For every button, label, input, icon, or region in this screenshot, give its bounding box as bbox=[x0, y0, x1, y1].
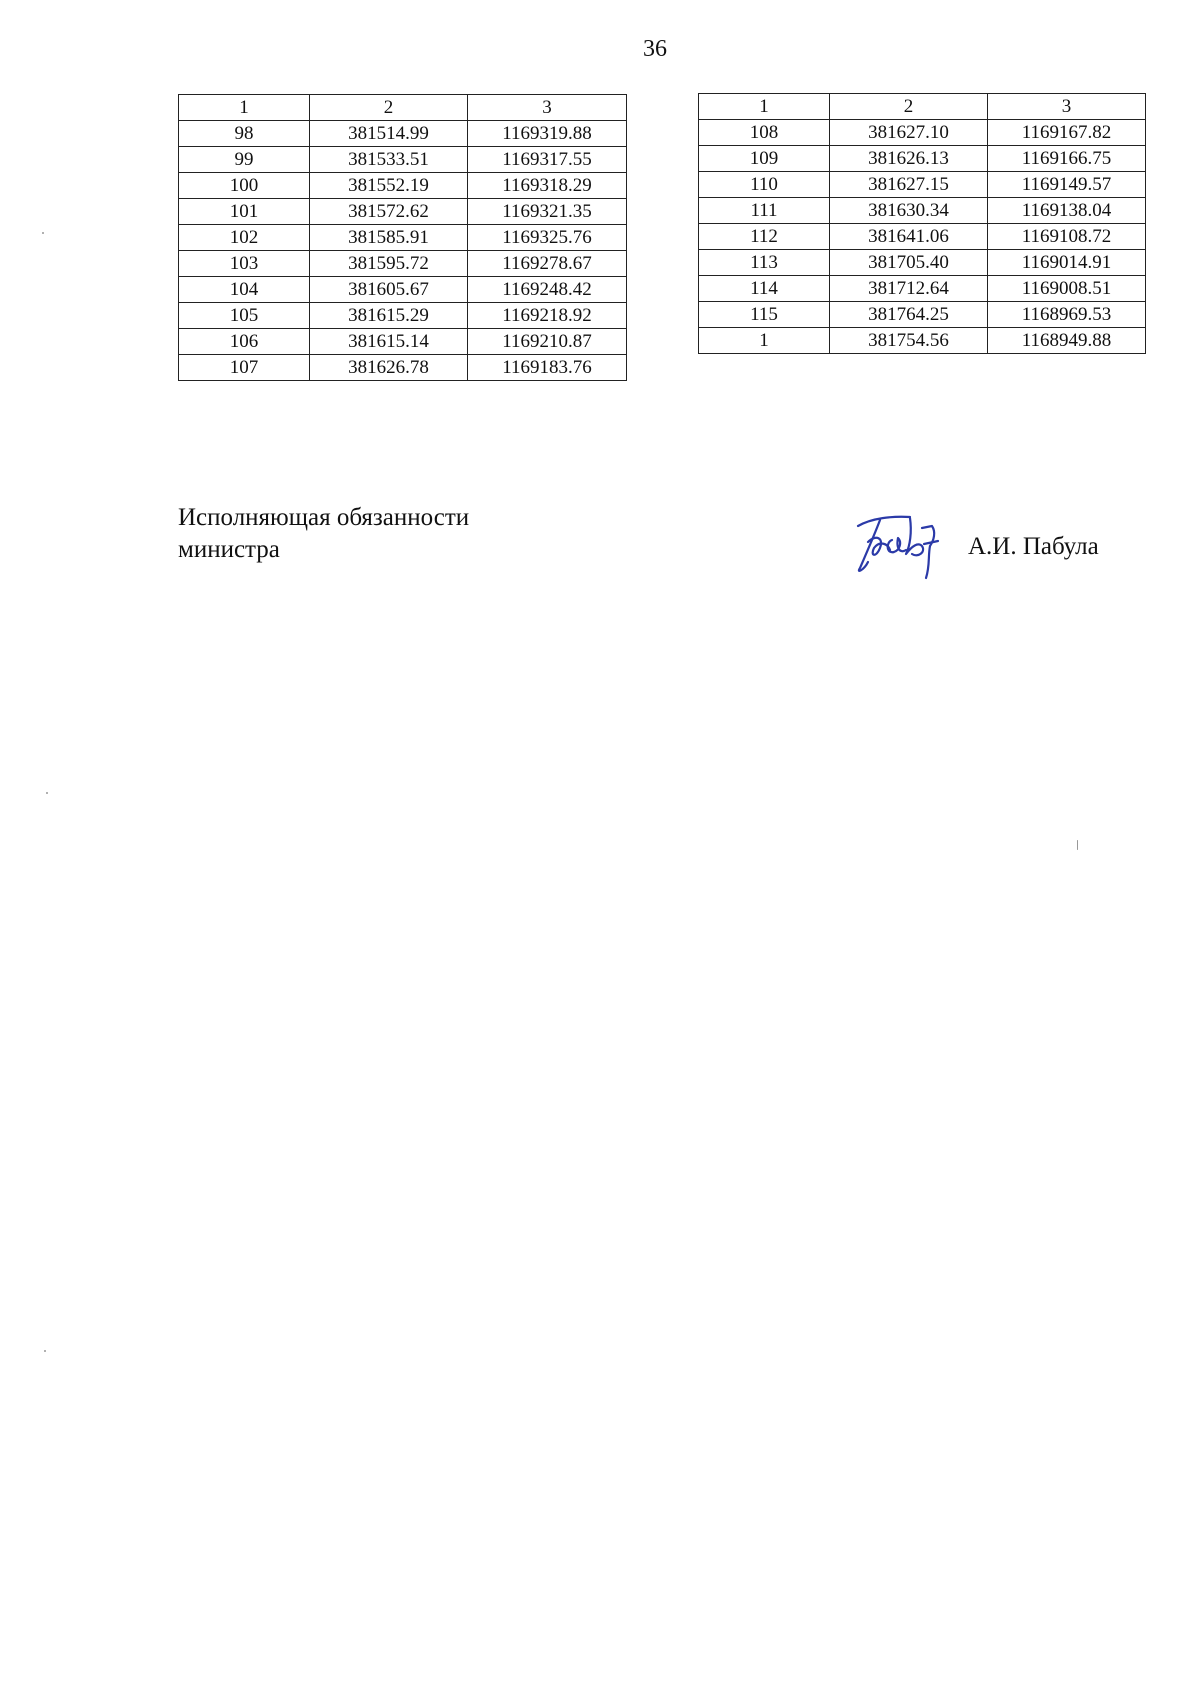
table-row bbox=[699, 172, 1146, 198]
table-row bbox=[699, 198, 1146, 224]
point-number-cell: 100 bbox=[179, 173, 310, 199]
x-coordinate-cell: 381627.10 bbox=[830, 120, 988, 146]
x-coordinate-cell: 381615.29 bbox=[310, 303, 468, 329]
point-number-cell: 104 bbox=[179, 277, 310, 303]
table-row bbox=[699, 328, 1146, 354]
x-coordinate-cell: 381627.15 bbox=[830, 172, 988, 198]
point-number-cell: 102 bbox=[179, 225, 310, 251]
page-number: 36 bbox=[643, 36, 667, 62]
y-coordinate-cell: 1169210.87 bbox=[468, 329, 627, 355]
x-coordinate-cell: 381552.19 bbox=[310, 173, 468, 199]
table-row bbox=[179, 303, 627, 329]
point-number-cell: 1 bbox=[699, 328, 830, 354]
x-coordinate-cell: 381754.56 bbox=[830, 328, 988, 354]
table-header-cell: 3 bbox=[468, 95, 627, 121]
y-coordinate-cell: 1169183.76 bbox=[468, 355, 627, 381]
table-row bbox=[179, 225, 627, 251]
x-coordinate-cell: 381533.51 bbox=[310, 147, 468, 173]
table-header-cell: 3 bbox=[988, 94, 1146, 120]
y-coordinate-cell: 1169149.57 bbox=[988, 172, 1146, 198]
point-number-cell: 113 bbox=[699, 250, 830, 276]
table-row bbox=[699, 224, 1146, 250]
x-coordinate-cell: 381641.06 bbox=[830, 224, 988, 250]
x-coordinate-cell: 381514.99 bbox=[310, 121, 468, 147]
table-row bbox=[179, 355, 627, 381]
table-row bbox=[699, 276, 1146, 302]
y-coordinate-cell: 1169108.72 bbox=[988, 224, 1146, 250]
scan-speck bbox=[44, 1350, 46, 1352]
x-coordinate-cell: 381630.34 bbox=[830, 198, 988, 224]
point-number-cell: 103 bbox=[179, 251, 310, 277]
point-number-cell: 110 bbox=[699, 172, 830, 198]
table-row bbox=[699, 250, 1146, 276]
y-coordinate-cell: 1169166.75 bbox=[988, 146, 1146, 172]
point-number-cell: 107 bbox=[179, 355, 310, 381]
y-coordinate-cell: 1169318.29 bbox=[468, 173, 627, 199]
scan-speck bbox=[46, 792, 48, 794]
y-coordinate-cell: 1169325.76 bbox=[468, 225, 627, 251]
y-coordinate-cell: 1169319.88 bbox=[468, 121, 627, 147]
point-number-cell: 99 bbox=[179, 147, 310, 173]
point-number-cell: 106 bbox=[179, 329, 310, 355]
x-coordinate-cell: 381572.62 bbox=[310, 199, 468, 225]
point-number-cell: 114 bbox=[699, 276, 830, 302]
point-number-cell: 108 bbox=[699, 120, 830, 146]
signer-name: А.И. Пабула bbox=[968, 533, 1099, 560]
table-header-cell: 2 bbox=[830, 94, 988, 120]
signer-position bbox=[178, 502, 469, 566]
y-coordinate-cell: 1169167.82 bbox=[988, 120, 1146, 146]
table-row bbox=[179, 121, 627, 147]
x-coordinate-cell: 381595.72 bbox=[310, 251, 468, 277]
table-row bbox=[699, 146, 1146, 172]
handwritten-signature bbox=[852, 508, 954, 580]
x-coordinate-cell: 381585.91 bbox=[310, 225, 468, 251]
point-number-cell: 101 bbox=[179, 199, 310, 225]
point-number-cell: 115 bbox=[699, 302, 830, 328]
x-coordinate-cell: 381626.13 bbox=[830, 146, 988, 172]
table-row bbox=[179, 173, 627, 199]
coordinates-table-right-body bbox=[699, 94, 1146, 354]
table-row bbox=[179, 251, 627, 277]
signer-position-line-2: министра bbox=[178, 536, 280, 563]
x-coordinate-cell: 381705.40 bbox=[830, 250, 988, 276]
table-header-cell: 1 bbox=[699, 94, 830, 120]
table-header-row bbox=[179, 95, 627, 121]
x-coordinate-cell: 381605.67 bbox=[310, 277, 468, 303]
point-number-cell: 109 bbox=[699, 146, 830, 172]
y-coordinate-cell: 1169008.51 bbox=[988, 276, 1146, 302]
y-coordinate-cell: 1169218.92 bbox=[468, 303, 627, 329]
y-coordinate-cell: 1169278.67 bbox=[468, 251, 627, 277]
y-coordinate-cell: 1169248.42 bbox=[468, 277, 627, 303]
y-coordinate-cell: 1169014.91 bbox=[988, 250, 1146, 276]
table-row bbox=[699, 302, 1146, 328]
signer-position-line-1: Исполняющая обязанности bbox=[178, 504, 470, 531]
y-coordinate-cell: 1169321.35 bbox=[468, 199, 627, 225]
x-coordinate-cell: 381615.14 bbox=[310, 329, 468, 355]
table-header-cell: 1 bbox=[179, 95, 310, 121]
table-row bbox=[179, 199, 627, 225]
x-coordinate-cell: 381764.25 bbox=[830, 302, 988, 328]
table-row bbox=[699, 120, 1146, 146]
y-coordinate-cell: 1168949.88 bbox=[988, 328, 1146, 354]
table-row bbox=[179, 147, 627, 173]
table-row bbox=[179, 277, 627, 303]
table-row bbox=[179, 329, 627, 355]
coordinates-table-left-body bbox=[179, 95, 627, 381]
point-number-cell: 98 bbox=[179, 121, 310, 147]
point-number-cell: 111 bbox=[699, 198, 830, 224]
table-header-cell: 2 bbox=[310, 95, 468, 121]
point-number-cell: 105 bbox=[179, 303, 310, 329]
scan-speck bbox=[1077, 840, 1078, 850]
table-header-row bbox=[699, 94, 1146, 120]
y-coordinate-cell: 1168969.53 bbox=[988, 302, 1146, 328]
coordinates-table-left bbox=[178, 94, 627, 381]
coordinates-table-right bbox=[698, 93, 1146, 354]
y-coordinate-cell: 1169317.55 bbox=[468, 147, 627, 173]
x-coordinate-cell: 381626.78 bbox=[310, 355, 468, 381]
scan-speck bbox=[42, 232, 44, 234]
x-coordinate-cell: 381712.64 bbox=[830, 276, 988, 302]
point-number-cell: 112 bbox=[699, 224, 830, 250]
y-coordinate-cell: 1169138.04 bbox=[988, 198, 1146, 224]
